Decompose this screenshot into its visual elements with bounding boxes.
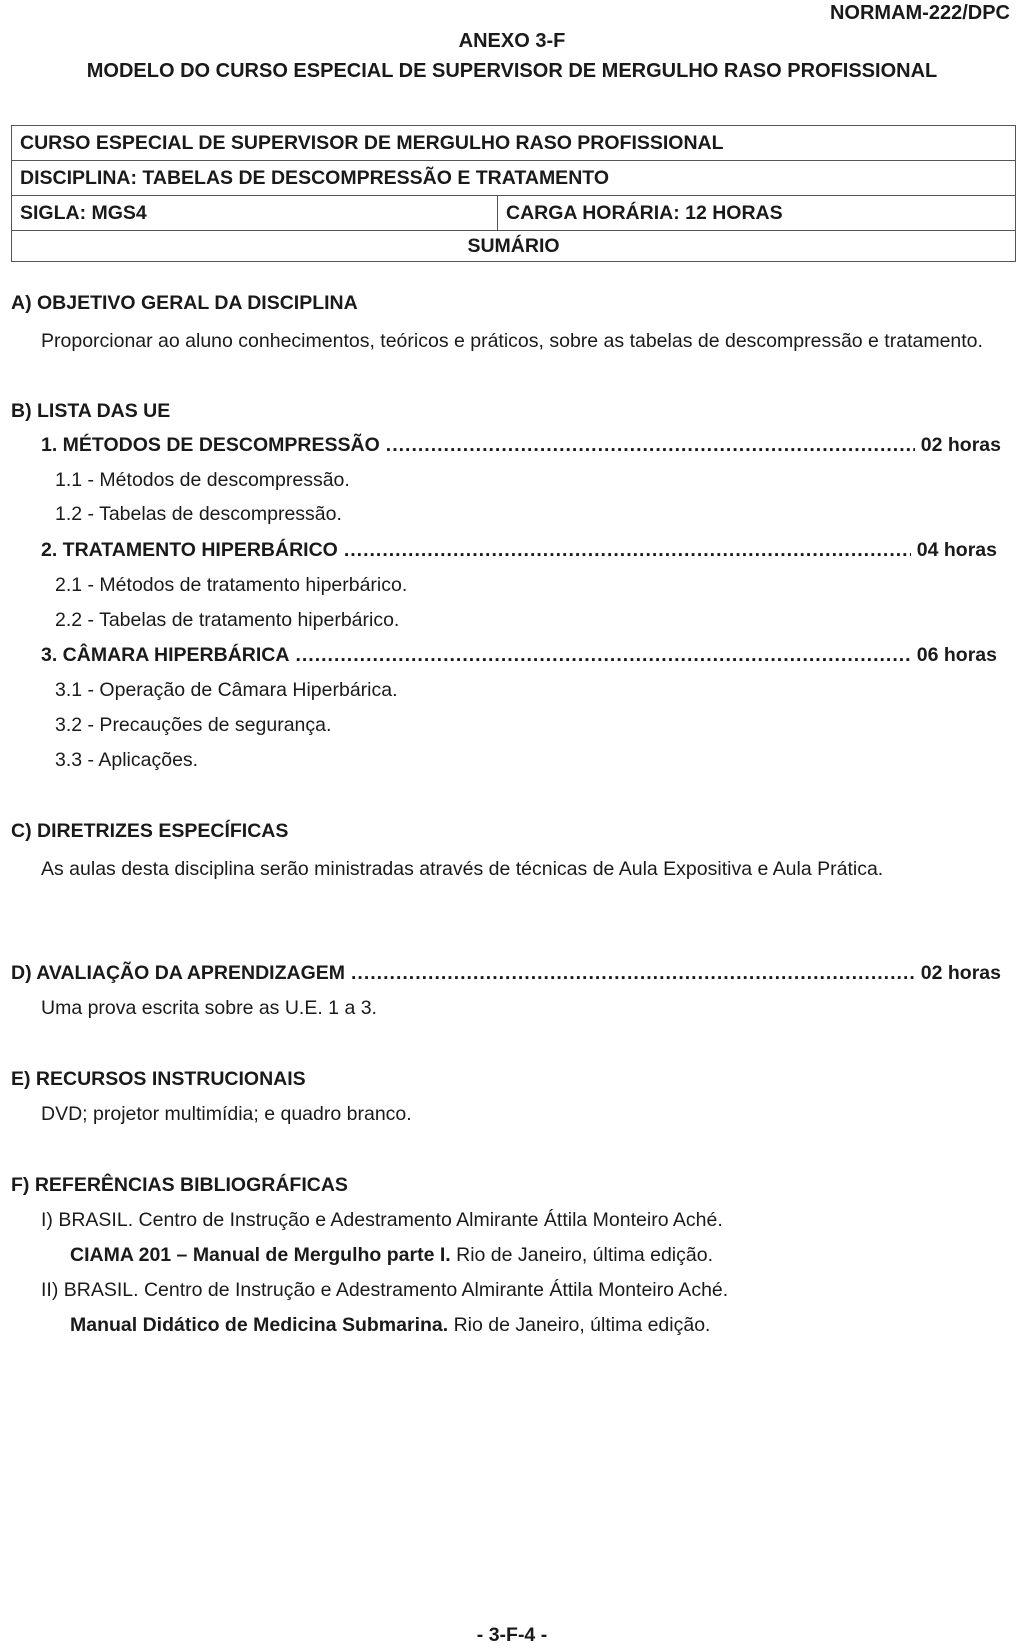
course-info-table [11,125,1016,262]
reference-2-rest: Rio de Janeiro, última edição. [448,1314,711,1336]
reference-2-line1: II) BRASIL. Centro de Instrução e Adestramento Almirante Áttila Monteiro Aché. [41,1279,729,1301]
unit-1-hours: 02 horas [920,434,1001,456]
summary-cell: SUMÁRIO [12,231,1016,262]
reference-2-title: Manual Didático de Medicina Submarina. [70,1314,449,1336]
section-c-heading: C) DIRETRIZES ESPECÍFICAS [11,820,289,842]
unit-2-row [41,539,997,562]
section-d-row [11,962,1001,985]
unit-2-item-1: 2.1 - Métodos de tratamento hiperbárico. [55,574,408,596]
unit-3-item-2: 3.2 - Precauções de segurança. [55,714,332,736]
section-e-text: DVD; projetor multimídia; e quadro branco. [41,1103,412,1125]
unit-1-item-1: 1.1 - Métodos de descompressão. [55,469,350,491]
unit-2-item-2: 2.2 - Tabelas de tratamento hiperbárico. [55,609,400,631]
section-d-heading: D) AVALIAÇÃO DA APRENDIZAGEM [11,962,346,984]
leader-dots [386,434,915,457]
unit-3-item-1: 3.1 - Operação de Câmara Hiperbárica. [55,679,398,701]
reference-1-line1: I) BRASIL. Centro de Instrução e Adestramento Almirante Áttila Monteiro Aché. [41,1209,723,1231]
workload-cell: CARGA HORÁRIA: 12 HORAS [498,196,1016,231]
section-d-hours: 02 horas [920,962,1001,984]
unit-3-item-3: 3.3 - Aplicações. [55,749,199,771]
section-a-heading: A) OBJETIVO GERAL DA DISCIPLINA [11,292,358,314]
discipline-cell: DISCIPLINA: TABELAS DE DESCOMPRESSÃO E TRATAMENTO [12,161,1016,196]
unit-1-row [41,434,1001,457]
reference-1-rest: Rio de Janeiro, última edição. [450,1244,713,1266]
reference-1-title: CIAMA 201 – Manual de Mergulho parte I. [70,1244,451,1266]
section-d-text: Uma prova escrita sobre as U.E. 1 a 3. [41,997,377,1019]
code-cell: SIGLA: MGS4 [12,196,498,231]
page-number: - 3-F-4 - [476,1624,548,1646]
unit-2-hours: 04 horas [916,539,997,561]
section-a-text: Proporcionar ao aluno conhecimentos, teóricos e práticos, sobre as tabelas de descompressão e tratamento. [41,330,983,352]
unit-1-title: 1. MÉTODOS DE DESCOMPRESSÃO [41,434,380,456]
unit-1-item-2: 1.2 - Tabelas de descompressão. [55,503,342,525]
leader-dots [295,644,910,667]
unit-3-row [41,644,997,667]
section-b-heading: B) LISTA DAS UE [11,400,171,422]
course-name-cell: CURSO ESPECIAL DE SUPERVISOR DE MERGULHO RASO PROFISSIONAL [12,126,1016,161]
annex-title: ANEXO 3-F [458,30,566,52]
model-title: MODELO DO CURSO ESPECIAL DE SUPERVISOR DE MERGULHO RASO PROFISSIONAL [86,60,938,82]
unit-2-title: 2. TRATAMENTO HIPERBÁRICO [41,539,338,561]
section-f-heading: F) REFERÊNCIAS BIBLIOGRÁFICAS [11,1174,348,1196]
reference-2-line2 [70,1314,710,1337]
unit-3-title: 3. CÂMARA HIPERBÁRICA [41,644,290,666]
reference-1-line2 [70,1244,713,1267]
leader-dots [351,962,915,985]
section-e-heading: E) RECURSOS INSTRUCIONAIS [11,1068,306,1090]
section-c-text: As aulas desta disciplina serão ministradas através de técnicas de Aula Expositiva e Aula Prática. [41,858,884,880]
document-code: NORMAM-222/DPC [829,2,1010,24]
leader-dots [344,539,911,562]
unit-3-hours: 06 horas [916,644,997,666]
